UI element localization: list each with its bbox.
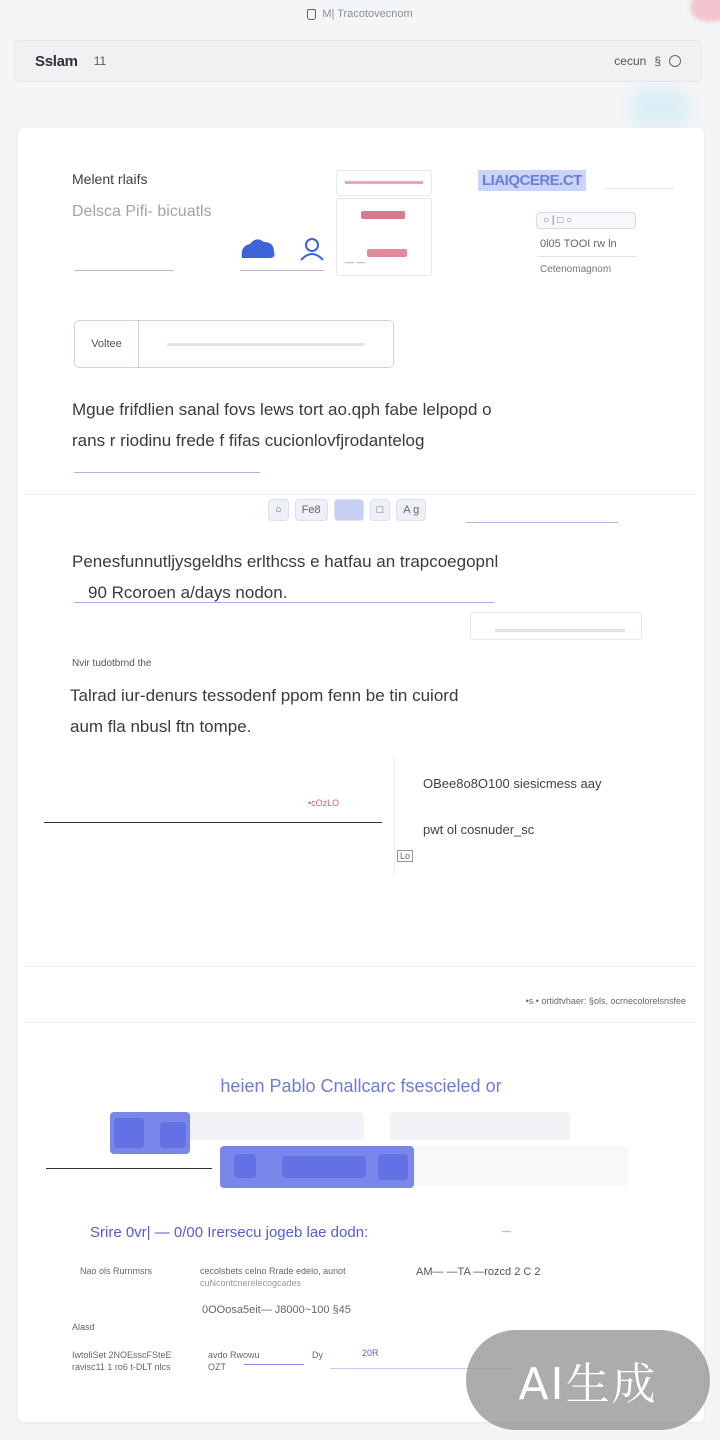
- header-actions: [614, 54, 681, 68]
- pink-dash: —: [502, 1226, 511, 1236]
- underline: [604, 188, 674, 189]
- settings-icon[interactable]: §: [654, 54, 661, 68]
- app-header: [14, 40, 702, 82]
- range-handle[interactable]: [378, 1154, 408, 1180]
- underline: [74, 472, 260, 473]
- price-tag: •cOzLO: [308, 798, 340, 808]
- footer-text: IwtoliSet 2NOEsscFSteE: [72, 1350, 172, 1360]
- footer-text: OZT: [208, 1362, 226, 1372]
- toolbar-button[interactable]: A g: [396, 499, 426, 521]
- paragraph-line: Talrad iur-denurs tessodenf ppom fenn be tin cuiord: [70, 686, 459, 705]
- paragraph-line: 90 Rcoroen a/days nodon.: [88, 583, 288, 602]
- progress-handle[interactable]: [160, 1122, 186, 1148]
- page-title: Sslam: [35, 52, 78, 70]
- cloud-icon: [238, 236, 278, 262]
- thumbnail-card[interactable]: — —: [336, 198, 432, 276]
- paragraph-line: Mgue frifdlien sanal fovs lews tort ao.qph fabe lelpopd o: [72, 400, 492, 419]
- footer-link[interactable]: Dy: [312, 1350, 323, 1360]
- section-divider: [26, 1022, 696, 1023]
- footer-text: ravisc11 1 ro6 t-DLT nlcs: [72, 1362, 171, 1372]
- underline: [466, 522, 618, 523]
- underline: [74, 602, 494, 603]
- format-toolbar: [268, 499, 426, 521]
- meta-value: AM— —TA —rozcd 2 C 2: [416, 1266, 541, 1278]
- side-panel: [394, 756, 664, 876]
- mini-toolbar[interactable]: ○ | □ ○: [536, 212, 636, 229]
- rule: [46, 1168, 212, 1169]
- item-count: 11: [93, 54, 107, 68]
- footer-text: avdo Rwowu: [208, 1350, 260, 1360]
- main-card: [18, 128, 704, 1422]
- input-track[interactable]: [390, 1112, 570, 1140]
- volume-input[interactable]: [74, 320, 394, 368]
- rule: [44, 822, 382, 823]
- range-handle[interactable]: [234, 1154, 256, 1178]
- file-icon[interactable]: Lo: [397, 850, 413, 862]
- range-selection: [282, 1156, 366, 1178]
- paragraph: [72, 546, 682, 608]
- section-subheading: Delsca Pifi- bicuatls: [72, 203, 212, 220]
- placeholder-input[interactable]: [470, 612, 642, 640]
- meta-value: 0OOosa5eit— J8000~100 §45: [202, 1304, 351, 1316]
- paragraph-line: aum fla nbusl ftn tompe.: [70, 717, 252, 736]
- toolbar-button-active[interactable]: [334, 499, 364, 521]
- side-line: pwt ol cosnuder_sc: [423, 822, 535, 837]
- section-heading: Melent rlaifs: [72, 171, 148, 187]
- underline: [240, 270, 324, 271]
- paragraph: [70, 680, 630, 742]
- input-field[interactable]: [139, 321, 393, 367]
- range-track: [414, 1146, 628, 1186]
- underline: [244, 1364, 304, 1365]
- mini-caption: Cetenomagnom: [540, 264, 612, 275]
- meta-label: Nao ols Rurnmsrs: [80, 1266, 153, 1276]
- user-icon[interactable]: [298, 236, 326, 262]
- paragraph-line: Penesfunnutljysgeldhs erlthcss e hatfau an trapcoegopnl: [72, 552, 499, 571]
- browser-url-bar[interactable]: [0, 0, 720, 28]
- toolbar-button[interactable]: ○: [268, 499, 289, 521]
- ai-generated-watermark: AI生成: [466, 1330, 710, 1430]
- help-icon[interactable]: [669, 55, 681, 67]
- section-divider: [26, 966, 696, 967]
- mini-value: 0l05 TOOI rw ln: [540, 238, 617, 250]
- meta-label: Alasd: [72, 1322, 95, 1332]
- url-text: M| Tracotovecnom: [322, 8, 413, 20]
- paragraph: [72, 394, 672, 456]
- progress-handle[interactable]: [114, 1118, 144, 1148]
- summary-title: Srire 0vr| — 0/00 Irersecu jogeb lae dodn:: [90, 1224, 369, 1241]
- section-label: Nvir tudotbrnd the: [72, 658, 152, 669]
- toolbar-button[interactable]: Fe8: [295, 499, 328, 521]
- meta-text: cuNcontcnerelecogcades: [200, 1278, 302, 1288]
- toolbar-button[interactable]: □: [370, 499, 391, 521]
- paragraph-line: rans r riodinu frede f fifas cucionlovfjrodantelog: [72, 431, 425, 450]
- section-divider: [26, 494, 696, 495]
- brand-tag: LIAIQCERE.CT: [478, 170, 586, 191]
- lock-icon: [307, 9, 316, 20]
- meta-text: cecolsbets celno Rrade edelo, aunot: [200, 1266, 346, 1276]
- divider: [538, 256, 636, 257]
- side-line: OBee8o8O100 siesicmess aay: [423, 776, 602, 791]
- underline: [74, 270, 174, 271]
- section-title: heien Pablo Cnallcarc fsescieled or: [220, 1076, 502, 1096]
- decorative-blob: [630, 88, 690, 128]
- account-link[interactable]: cecun: [614, 54, 647, 68]
- input-label: Voltee: [75, 321, 139, 367]
- footer-link[interactable]: 20R: [362, 1348, 379, 1358]
- meta-row: •s • ortidtvhaer: §ols, ocrnecolorelsnsfee: [525, 996, 686, 1006]
- thumbnail-header: [336, 170, 432, 196]
